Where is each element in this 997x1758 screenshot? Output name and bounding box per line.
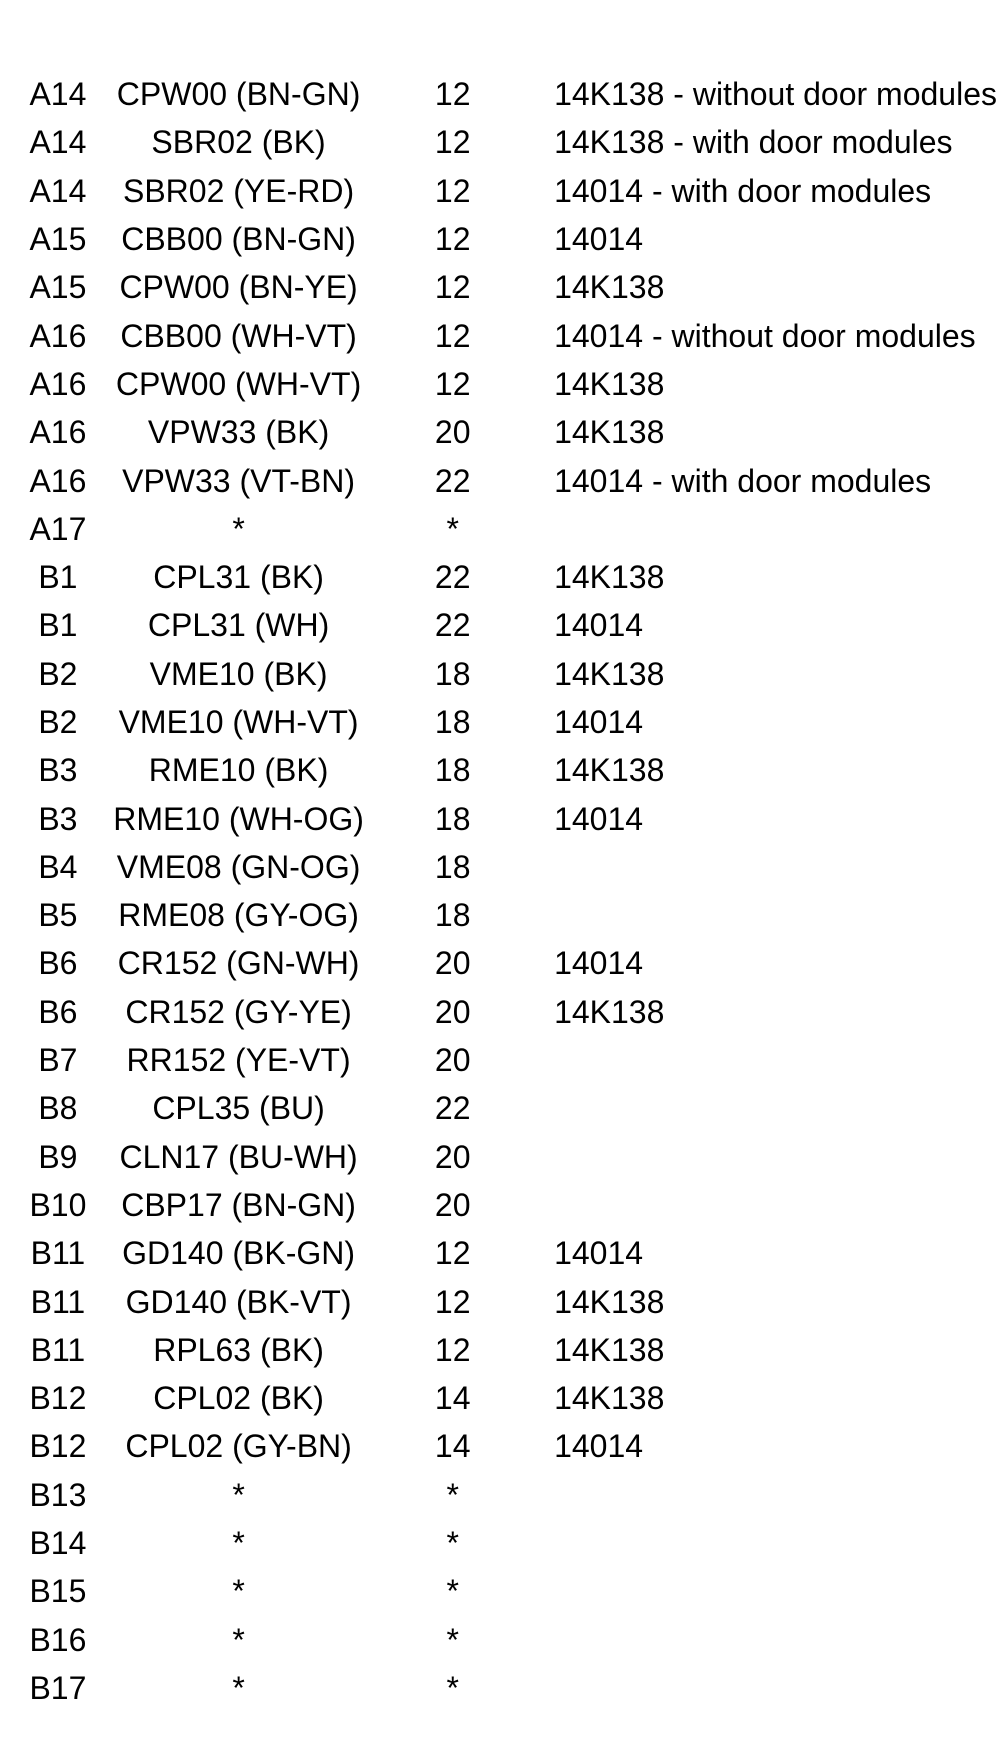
circuit-cell: * [232,1573,245,1610]
pin-cell: A16 [29,317,87,354]
pin-cell: A16 [29,414,87,451]
gauge-cell: 18 [434,752,471,789]
circuit-cell: VPW33 (VT-BN) [122,462,356,499]
circuit-cell: CBB00 (BN-GN) [121,221,356,258]
gauge-cell: 12 [434,1331,471,1368]
table-row [22,601,997,649]
harness-cell: 14K138 [554,269,665,306]
table-row [22,1422,997,1470]
harness-cell [522,1181,997,1229]
gauge-cell: 12 [434,365,471,402]
gauge-cell: * [446,1573,459,1610]
harness-cell: 14014 [554,607,644,644]
harness-cell: 14014 - with door modules [554,172,932,209]
circuit-cell: GD140 (BK-GN) [122,1235,356,1272]
harness-cell: 14014 [554,704,644,740]
gauge-cell: 12 [434,1283,471,1320]
circuit-cell: CPL31 (BK) [153,559,324,596]
pin-cell: B12 [29,1380,87,1417]
pin-cell: A15 [29,269,87,306]
circuit-cell: CPW00 (BN-GN) [116,76,361,113]
gauge-cell: 22 [434,1090,471,1127]
harness-cell: 14K138 [554,1380,665,1417]
gauge-cell: 18 [434,848,471,885]
pin-cell: B13 [29,1476,87,1513]
table-row [22,794,997,842]
circuit-cell: SBR02 (BK) [151,124,326,161]
table-row [22,650,997,698]
gauge-cell: 20 [434,945,471,982]
circuit-cell: VME10 (BK) [149,655,328,692]
pin-cell: B3 [38,800,78,837]
pin-cell: B11 [30,1235,86,1272]
pin-cell: B11 [30,1331,86,1368]
table-row [22,1664,997,1712]
harness-cell [522,1471,997,1519]
harness-cell: 14014 [554,221,644,258]
table-row [22,1133,997,1181]
pin-cell: B14 [29,1525,87,1562]
circuit-cell: RR152 (YE-VT) [126,1042,351,1079]
table-row [22,698,997,746]
gauge-cell: 18 [434,704,471,740]
harness-cell [522,1133,997,1181]
table-row [22,1229,997,1277]
circuit-cell: * [232,1525,245,1562]
circuit-cell: RME08 (GY-OG) [118,897,359,934]
circuit-cell: CBB00 (WH-VT) [120,317,357,354]
harness-cell: 14014 [554,945,644,982]
gauge-cell: 22 [434,559,471,596]
gauge-cell: * [446,1476,459,1513]
pin-cell: B8 [38,1090,78,1127]
pin-cell: B9 [38,1138,78,1175]
pin-cell: A14 [29,172,87,209]
circuit-cell: CPL02 (BK) [153,1380,324,1417]
gauge-cell: 20 [434,1042,471,1079]
pin-cell: B1 [38,607,78,644]
pin-cell: A16 [29,365,87,402]
pinout-table [22,70,997,1712]
pin-cell: B1 [38,559,78,596]
gauge-cell: 20 [434,414,471,451]
gauge-cell: 12 [434,269,471,306]
harness-cell [522,1567,997,1615]
circuit-cell: CLN17 (BU-WH) [119,1138,358,1175]
circuit-cell: RME10 (WH-OG) [113,800,364,837]
circuit-cell: VPW33 (BK) [147,414,330,451]
table-row [22,553,997,601]
table-row [22,1519,997,1567]
table-row [22,1277,997,1325]
table-row [22,1374,997,1422]
gauge-cell: * [446,1621,459,1658]
pin-cell: B12 [29,1428,87,1465]
harness-cell: 14K138 [554,365,665,402]
table-row [22,1616,997,1664]
table-row [22,167,997,215]
circuit-cell: * [232,1669,245,1706]
harness-cell: 14014 [554,800,644,837]
gauge-cell: 22 [434,607,471,644]
harness-cell: 14K138 - without door modules [554,76,997,113]
harness-cell [522,1084,997,1132]
pin-cell: A14 [29,124,87,161]
table-row [22,1326,997,1374]
gauge-cell: 12 [434,1235,471,1272]
circuit-cell: SBR02 (YE-RD) [122,172,355,209]
gauge-cell: 12 [434,317,471,354]
circuit-cell: CPL31 (WH) [147,607,330,644]
pin-cell: A14 [29,76,87,113]
circuit-cell: * [232,510,245,547]
circuit-cell: CPW00 (BN-YE) [119,269,358,306]
pin-cell: B6 [38,993,78,1030]
circuit-cell: VME08 (GN-OG) [116,848,361,885]
table-row [22,360,997,408]
circuit-cell: * [232,1476,245,1513]
table-row [22,263,997,311]
harness-cell: 14K138 [554,993,665,1030]
pin-cell: B4 [38,848,78,885]
gauge-cell: * [446,1669,459,1706]
circuit-cell: CPL02 (GY-BN) [125,1428,352,1465]
harness-cell: 14014 - without door modules [554,317,976,354]
pin-cell: B2 [38,704,78,740]
harness-cell [522,891,997,939]
gauge-cell: 12 [434,124,471,161]
circuit-cell: GD140 (BK-VT) [125,1283,352,1320]
gauge-cell: 18 [434,897,471,934]
table-row [22,891,997,939]
harness-cell: 14014 [554,1428,644,1465]
gauge-cell: 12 [434,76,471,113]
pin-cell: B15 [29,1573,87,1610]
pin-cell: B10 [29,1186,87,1223]
pin-cell: B5 [38,897,78,934]
table-row [22,456,997,504]
pin-cell: A15 [29,221,87,258]
table-row [22,1084,997,1132]
table-row [22,1036,997,1084]
harness-cell [522,1519,997,1567]
gauge-cell: * [446,510,459,547]
harness-cell: 14K138 [554,1283,665,1320]
circuit-cell: CPW00 (WH-VT) [115,365,362,402]
pin-cell: B17 [29,1669,87,1706]
circuit-cell: VME10 (WH-VT) [118,704,359,740]
harness-cell: 14014 - with door modules [554,462,932,499]
gauge-cell: * [446,1525,459,1562]
pin-cell: A16 [29,462,87,499]
table-row [22,988,997,1036]
harness-cell: 14K138 [554,559,665,596]
circuit-cell: CR152 (GN-WH) [117,945,360,982]
pin-cell: B2 [38,655,78,692]
harness-cell [522,1664,997,1712]
pin-cell: B11 [30,1283,86,1320]
gauge-cell: 14 [434,1428,471,1465]
harness-cell [522,505,997,553]
table-row [22,939,997,987]
pin-cell: B6 [38,945,78,982]
table-row [22,408,997,456]
harness-cell: 14K138 [554,414,665,451]
pin-cell: B3 [38,752,78,789]
gauge-cell: 20 [434,1186,471,1223]
gauge-cell: 12 [434,221,471,258]
harness-cell: 14K138 - with door modules [554,124,953,161]
table-row [22,215,997,263]
gauge-cell: 14 [434,1380,471,1417]
harness-cell: 14014 [554,1235,644,1272]
pin-cell: B7 [38,1042,78,1079]
circuit-cell: RME10 (BK) [148,752,329,789]
gauge-cell: 22 [434,462,471,499]
circuit-cell: CBP17 (BN-GN) [121,1186,356,1223]
harness-cell: 14K138 [554,752,665,789]
gauge-cell: 18 [434,655,471,692]
table-row [22,843,997,891]
pin-cell: A17 [29,510,87,547]
pinout-table-body [22,70,997,1712]
table-row [22,505,997,553]
gauge-cell: 20 [434,993,471,1030]
table-row [22,1471,997,1519]
table-row [22,118,997,166]
circuit-cell: CPL35 (BU) [152,1090,325,1127]
circuit-cell: RPL63 (BK) [153,1331,324,1368]
pin-cell: B16 [29,1621,87,1658]
table-row [22,311,997,359]
circuit-cell: * [232,1621,245,1658]
table-row [22,746,997,794]
harness-cell [522,843,997,891]
circuit-cell: CR152 (GY-YE) [125,993,352,1030]
harness-cell: 14K138 [554,655,665,692]
table-row [22,1567,997,1615]
gauge-cell: 20 [434,1138,471,1175]
table-row [22,1181,997,1229]
table-row [22,70,997,118]
gauge-cell: 12 [434,172,471,209]
gauge-cell: 18 [434,800,471,837]
harness-cell [522,1616,997,1664]
harness-cell: 14K138 [554,1331,665,1368]
harness-cell [522,1036,997,1084]
